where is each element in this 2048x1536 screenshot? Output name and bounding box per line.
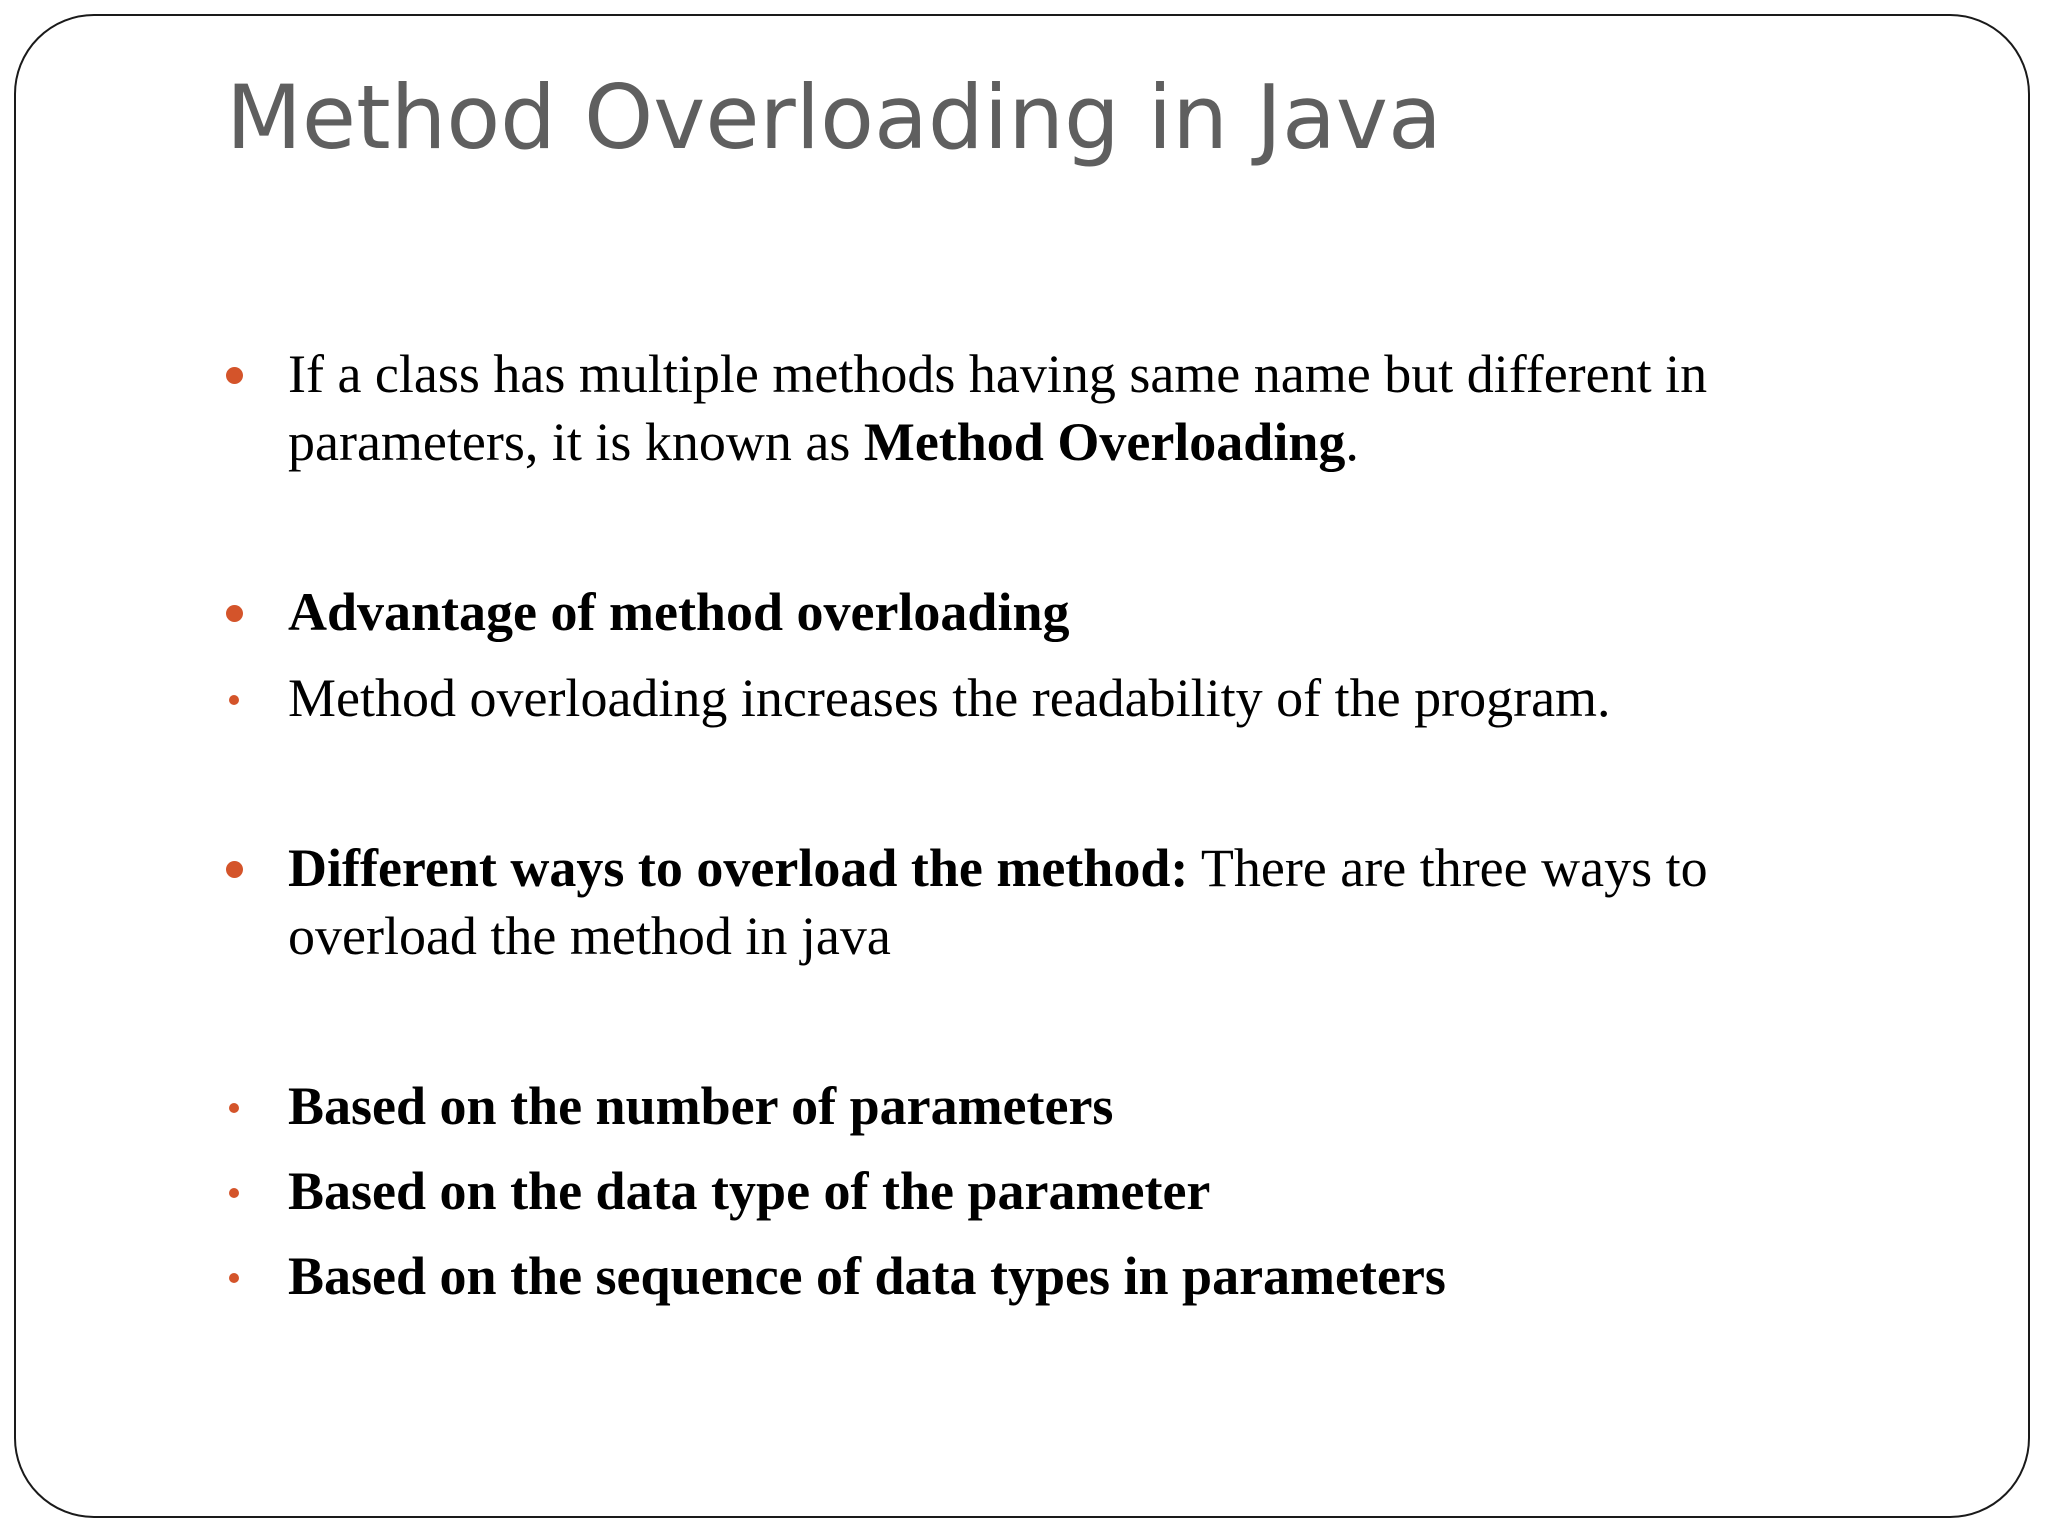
definition-period: .: [1345, 412, 1359, 472]
bullet-dot-icon: [229, 1103, 239, 1113]
bullet-dot-icon: [229, 1273, 239, 1283]
different-ways-text: [288, 834, 1848, 970]
different-ways-body: There are three ways to overload the method in java: [288, 838, 1708, 966]
bullet-dot-icon: [226, 861, 243, 878]
bullet-dot-icon: [226, 367, 243, 384]
bullet-text: [288, 340, 1848, 476]
definition-bold-term: Method Overloading: [863, 412, 1346, 472]
bullet-dot-icon: [229, 1188, 239, 1198]
bullet-dot-icon: [226, 605, 243, 622]
way-item-label: Based on the sequence of data types in parameters: [288, 1246, 1446, 1306]
way-item-label: Based on the number of parameters: [288, 1076, 1114, 1136]
definition-text: If a class has multiple methods having same name but different in parameters, it is known as: [288, 344, 1708, 472]
way-item-label: Based on the data type of the parameter: [288, 1161, 1211, 1221]
slide-title: Method Overloading in Java: [226, 66, 1442, 169]
different-ways-lead: Different ways to overload the method:: [288, 838, 1189, 898]
advantage-text: Method overloading increases the readability of the program.: [288, 668, 1611, 728]
bullet-dot-icon: [229, 695, 239, 705]
advantage-heading: Advantage of method overloading: [288, 582, 1070, 642]
